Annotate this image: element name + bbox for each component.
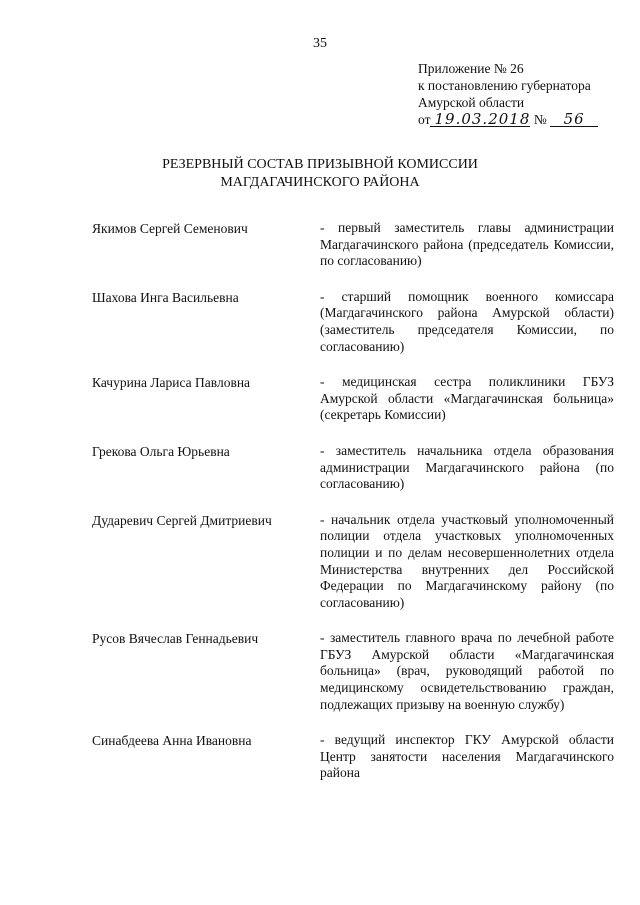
member-role: - заместитель главного врача по лечебной работе ГБУЗ Амурской области «Магдагачинская больница» (врач, руководящий работой по медицинскому освидетельствованию граждан, подлежащих призыву на военную службу)	[320, 630, 614, 712]
member-name: Дударевич Сергей Дмитриевич	[92, 512, 272, 528]
member-role: - ведущий инспектор ГКУ Амурской области Центр занятости населения Магдагачинского района	[320, 732, 614, 781]
member-role: - медицинская сестра поликлиники ГБУЗ Амурской области «Магдагачинская больница» (секретарь Комиссии)	[320, 374, 614, 423]
appendix-region: Амурской области	[418, 95, 525, 110]
appendix-title: Приложение № 26	[418, 61, 524, 76]
title-line-1: РЕЗЕРВНЫЙ СОСТАВ ПРИЗЫВНОЙ КОМИССИИ	[162, 157, 478, 172]
member-row	[92, 289, 620, 355]
member-row	[92, 374, 620, 424]
member-name: Якимов Сергей Семенович	[92, 221, 248, 236]
member-role: - начальник отдела участковый уполномоченный полиции отдела участковых уполномоченных полиции и по делам несовершеннолетних отдела Министерства внутренних дел Российской Федерации по Магдагачинскому району (по согласованию)	[320, 511, 614, 610]
title-line-2: МАГДАГАЧИНСКОГО РАЙОНА	[220, 175, 420, 190]
member-role: - старший помощник военного комиссара (Магдагачинского района Амурской области) (заместитель председателя Комиссии, по согласованию)	[320, 288, 614, 354]
member-row	[92, 443, 620, 493]
member-name: Русов Вячеслав Геннадьевич	[92, 631, 259, 647]
member-name: Грекова Ольга Юрьевна	[92, 443, 230, 459]
member-row	[92, 512, 620, 612]
member-name: Качурина Лариса Павловна	[92, 375, 251, 391]
from-label: от	[418, 112, 431, 127]
member-row	[92, 630, 620, 713]
member-name: Синабдеева Анна Ивановна	[92, 733, 252, 749]
member-role: - первый заместитель главы администрации Магдагачинского района (председатель Комиссии, по согласованию)	[320, 220, 614, 269]
member-name: Шахова Инга Васильевна	[92, 289, 239, 305]
appendix-resolution: к постановлению губернатора	[418, 78, 591, 93]
members-list	[92, 220, 620, 782]
member-row	[92, 732, 620, 782]
appendix-date-line	[418, 111, 628, 128]
page-number: 35	[313, 36, 327, 51]
number-label: №	[533, 112, 547, 127]
document-title	[0, 156, 640, 192]
handwritten-number: 56	[550, 112, 598, 127]
member-row	[92, 220, 620, 270]
handwritten-date: 19.03.2018	[430, 112, 530, 127]
appendix-block	[418, 60, 628, 128]
member-role: - заместитель начальника отдела образования администрации Магдагачинского района (по согласованию)	[320, 442, 614, 492]
